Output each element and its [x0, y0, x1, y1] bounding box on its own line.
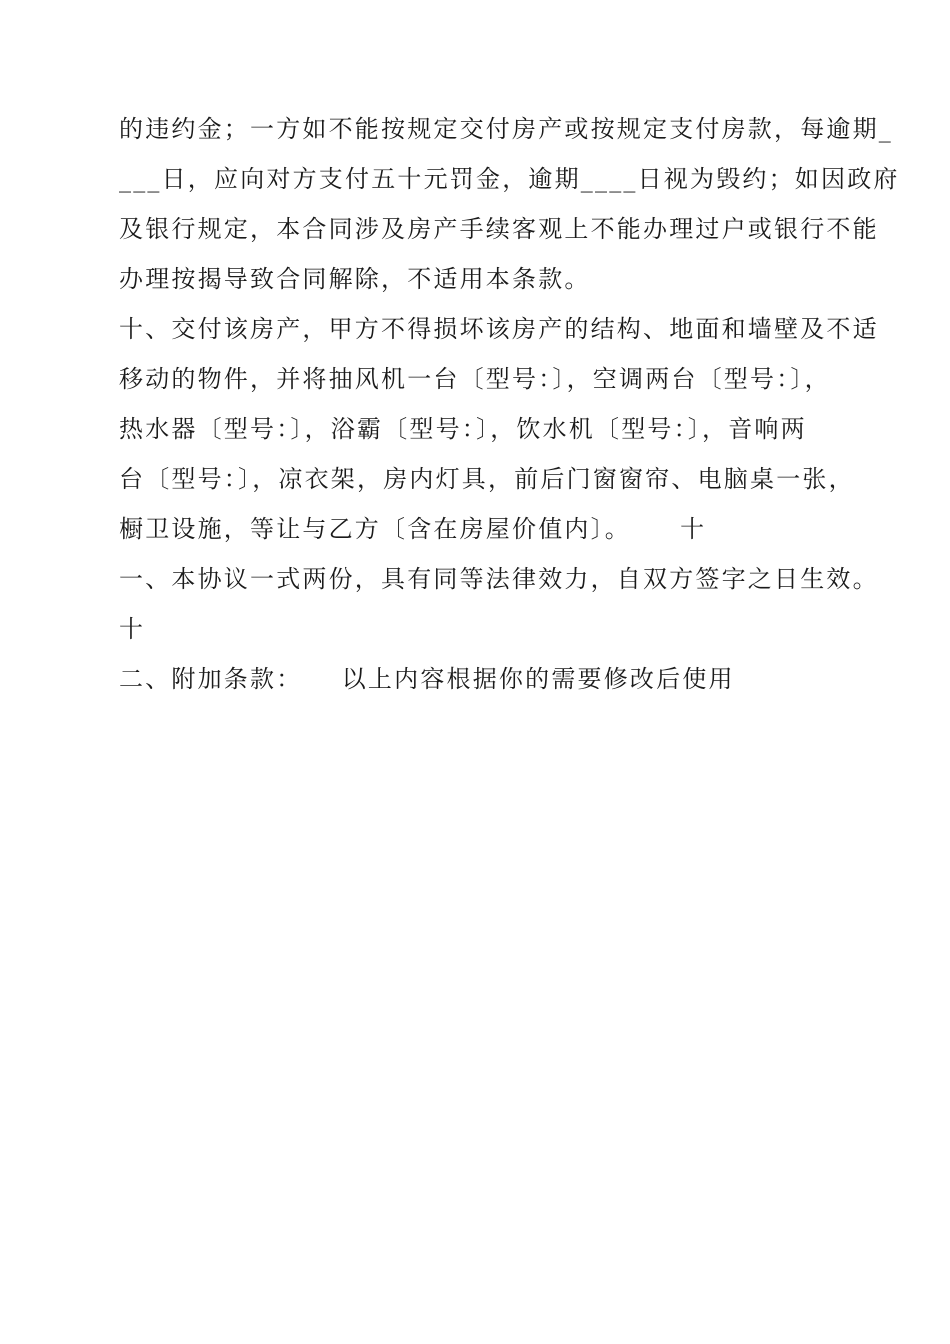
text-line: 办理按揭导致合同解除，不适用本条款。	[119, 265, 591, 293]
text-line: 十	[119, 615, 146, 643]
contract-text	[119, 104, 900, 704]
text-line: 台〔型号：〕，凉衣架，房内灯具，前后门窗窗帘、电脑桌一张，	[119, 465, 855, 493]
text-line: 橱卫设施，等让与乙方〔含在房屋价值内〕。 十	[119, 515, 707, 543]
clause-10-line: 十、交付该房产，甲方不得损坏该房产的结构、地面和墙壁及不适	[119, 315, 879, 343]
text-line: ___日，应向对方支付五十元罚金，逾期____日视为毁约；如因政府	[119, 165, 900, 193]
clause-11-line: 一、本协议一式两份，具有同等法律效力，自双方签字之日生效。	[119, 565, 879, 593]
text-line: 及银行规定，本合同涉及房产手续客观上不能办理过户或银行不能	[119, 215, 879, 243]
text-line: 热水器〔型号：〕，浴霸〔型号：〕，饮水机〔型号：〕，音响两	[119, 415, 807, 443]
text-line: 移动的物件，并将抽风机一台〔型号：〕，空调两台〔型号：〕，	[119, 365, 831, 393]
clause-12-line: 二、附加条款： 以上内容根据你的需要修改后使用	[119, 665, 735, 693]
text-line: 的违约金；一方如不能按规定交付房产或按规定支付房款，每逾期_	[119, 115, 893, 143]
